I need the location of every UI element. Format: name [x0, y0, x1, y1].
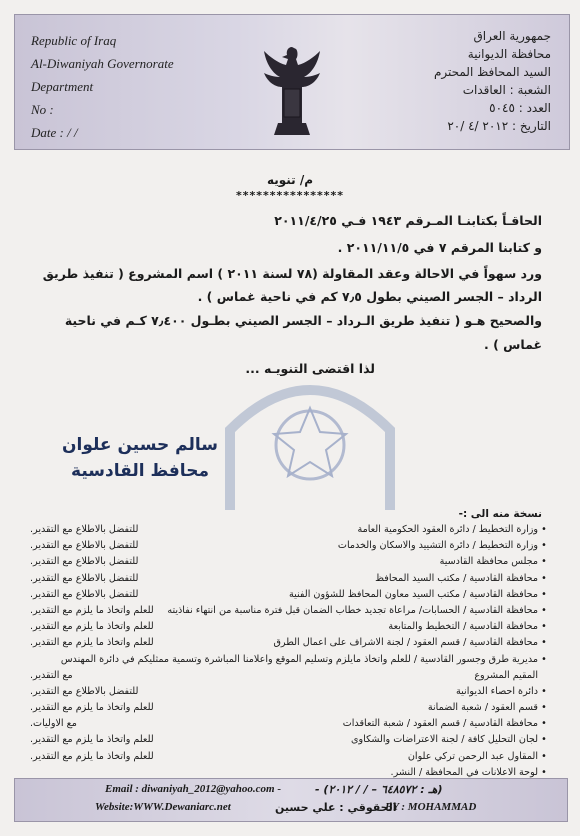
memo-line-5: والصحيح هـو ( تنفيذ طريق الـرداد – الجسر الصيني بطـول ٧٫٤٠٠ كـم في ناحية: [64, 313, 542, 328]
english-line-department: Department: [31, 79, 94, 94]
memo-line-4: الرداد – الجسر الصيني بطول ٧٫٥ كم في ناحية غماس ) .: [197, 289, 542, 304]
list-item: •محافظة القادسية / مكتب السيد معاون المحافظ للشؤون الفنية للتفضل بالاطلاع مع التقدير.: [30, 587, 550, 603]
letterhead: [14, 14, 570, 150]
list-item: •لوحة الاعلانات في المحافظة / النشر.: [390, 766, 547, 778]
memo-line-3: ورد سهواً في الاحالة وعقد المقاولة (٧٨ لسنة ٢٠١١ ) اسم المشروع ( تنفيذ طريق: [42, 266, 542, 281]
list-item: •لجان التحليل كافة / لجنة الاعتراضات والشكاوى للعلم واتخاذ ما يلزم مع التقدير.: [30, 732, 550, 748]
watermark-seal-icon: [210, 360, 410, 510]
arabic-line-date: التاريخ : ٢٠١٢ /٤ /٢٠: [447, 119, 551, 133]
memo-line-1: الحاقـاً بكتابنـا المـرقم ١٩٤٣ فـي ٢٠١١/٤/٢٥: [274, 213, 542, 228]
footer-email: Email : diwaniyah_2012@yahoo.com -: [105, 783, 281, 795]
footer-by: BY : MOHAMMAD: [385, 801, 477, 813]
letterhead-arabic: [434, 27, 551, 135]
memo-title: م/ تنويه: [266, 173, 314, 187]
memo-line-6: غماس ) .: [483, 337, 542, 352]
eagle-emblem-icon: [260, 43, 324, 141]
list-item: •دائرة احصاء الديوانية للتفضل بالاطلاع مع التقدير.: [30, 684, 550, 700]
signatory-position: محافظ القادسية: [71, 461, 209, 481]
list-item: •مجلس محافظة القادسية للتفضل بالاطلاع مع التقدير.: [30, 554, 550, 570]
copies-list: [30, 522, 550, 781]
arabic-line-governorate: محافظة الديوانية: [467, 47, 551, 61]
signatory-name: سالم حسين علوان: [62, 435, 218, 455]
english-line-governorate: Al-Diwaniyah Governorate: [31, 56, 174, 71]
english-line-number: No :: [31, 102, 54, 117]
list-item: •وزارة التخطيط / دائرة العقود الحكومية العامة للتفضل بالاطلاع مع التقدير.: [30, 522, 550, 538]
footer-website: Website:WWW.Dewaniarc.net: [95, 801, 231, 813]
list-item: المقيم المشروع مع التقدير.: [30, 668, 550, 684]
list-item: •محافظة القادسية / الحسابات/ مراعاة تجديد خطاب الضمان قبل فترة مناسبة من انتهاء نفاذيته للعلم واتخاذ ما يلزم مع التقدير.: [30, 603, 550, 619]
arabic-line-country: جمهورية العراق: [473, 29, 551, 43]
list-item: •محافظة القادسية / قسم العقود / شعبة التعاقدات مع الاوليات.: [30, 716, 550, 732]
memo-stars: ****************: [235, 189, 345, 202]
letter-footer: [14, 778, 568, 822]
list-item: •محافظة القادسية / التخطيط والمتابعة للعلم واتخاذ ما يلزم مع التقدير.: [30, 619, 550, 635]
list-item: •محافظة القادسية / قسم العقود / لجنة الاشراف على اعمال الطرق للعلم واتخاذ ما يلزم مع التقدير.: [30, 635, 550, 651]
arabic-line-section: الشعبة : العاقدات: [462, 83, 551, 97]
memo-line-2: و كتابنا المرقم ٧ في ٢٠١١/١١/٥ .: [337, 240, 542, 255]
list-item: •وزارة التخطيط / دائرة التشييد والاسكان والخدمات للتفضل بالاطلاع مع التقدير.: [30, 538, 550, 554]
memo-line-7: لذا اقتضى التنويـه ...: [245, 361, 375, 376]
letterhead-english: [31, 29, 174, 144]
list-item: •المقاول عبد الرحمن تركي علوان للعلم واتخاذ ما يلزم مع التقدير.: [30, 749, 550, 765]
copies-title: نسخة منه الى :-: [458, 508, 542, 520]
arabic-line-office: السيد المحافظ المحترم: [433, 65, 551, 79]
english-line-date: Date : / /: [31, 125, 78, 140]
footer-phone: (هـ : ٦٤٨٥٧٢ – / / ٢٠١٢) -: [315, 783, 443, 796]
list-item: •مديرية طرق وجسور القادسية / للعلم واتخاذ مايلزم وتسليم الموقع واعلامنا المباشرة وتسمية ممثليكم في دائرة المهندس: [60, 653, 547, 665]
list-item: •قسم العقود / شعبة الضمانة للعلم واتخاذ ما يلزم مع التقدير.: [30, 700, 550, 716]
list-item: •محافظة القادسية / مكتب السيد المحافظ للتفضل بالاطلاع مع التقدير.: [30, 571, 550, 587]
signature-block: [50, 432, 230, 484]
arabic-line-number: العدد : ٥٠٤٥: [489, 101, 551, 115]
english-line-country: Republic of Iraq: [31, 33, 117, 48]
footer-legal: الحقوقي : علي حسين: [275, 801, 397, 814]
